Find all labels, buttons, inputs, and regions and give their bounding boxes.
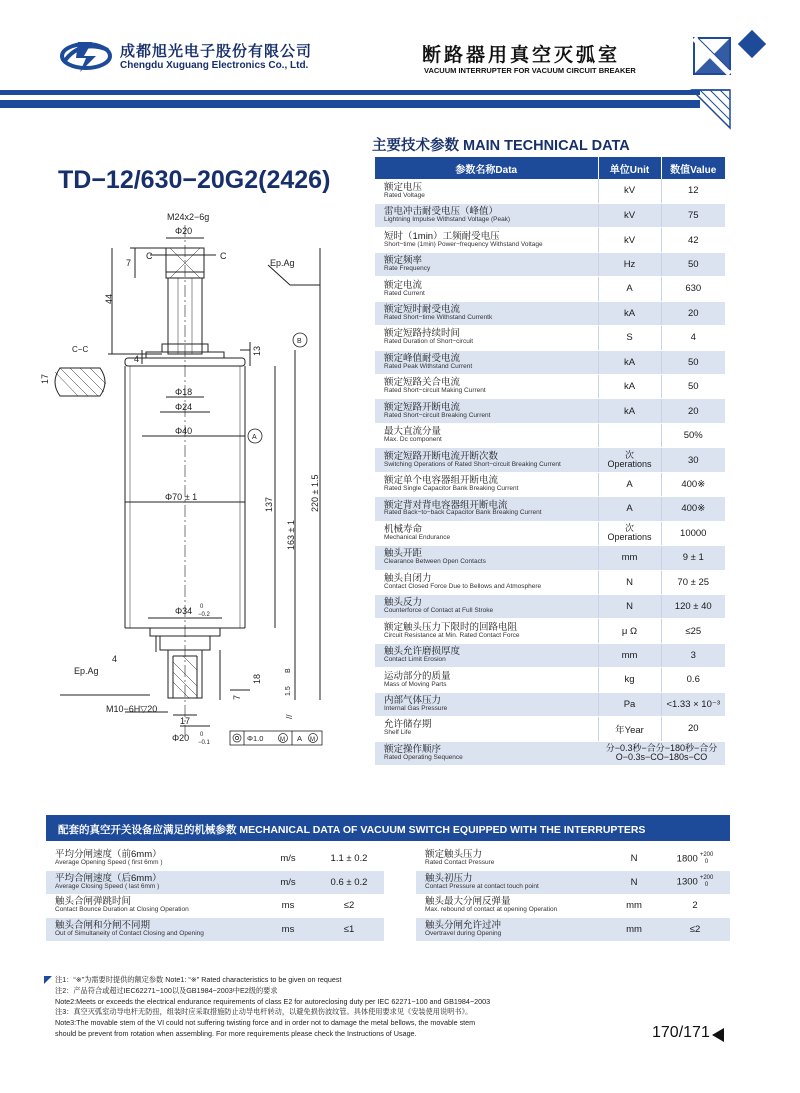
param-value <box>660 847 730 871</box>
param-en: Overtravel during Opening <box>425 929 502 937</box>
param-en: Rated Single Capacitor Bank Breaking Current <box>384 485 519 493</box>
section-c-right: C <box>220 251 227 261</box>
param-value: 10000 <box>661 521 725 545</box>
table-row <box>375 717 725 741</box>
param-cn: 允许储存期 <box>384 719 432 731</box>
param-en: Out of Simultaneity of Contact Closing and Opening <box>55 929 204 937</box>
param-unit: S <box>598 326 661 350</box>
param-cn: 触头合闸和分闸不同期 <box>55 919 151 931</box>
dim-phi40: Φ40 <box>175 426 193 436</box>
unit-line-1: 次 <box>624 522 634 533</box>
param-unit <box>598 448 661 472</box>
model-number: TD−12/630−20G2(2426) <box>58 166 331 194</box>
param-cn: 触头最大分闸反弹量 <box>425 896 511 908</box>
param-en: Rated Voltage <box>384 191 425 199</box>
param-value: 0.6 ± 0.2 <box>314 871 384 895</box>
param-en: Rated Short−time Withstand Currentk <box>384 313 493 321</box>
mech-table-left <box>46 847 384 941</box>
param-value: 12 <box>661 179 725 203</box>
param-en: Rated Current <box>384 289 425 297</box>
param-unit: A <box>598 277 661 301</box>
mech-data-title: 配套的真空开关设备应满足的机械参数 MECHANICAL DATA OF VACUUM SWITCH EQUIPPED WITH THE INTERRUPTERS <box>46 815 730 841</box>
param-cn: 额定触头压力 <box>425 849 483 861</box>
dim-phi34: Φ34 <box>175 606 193 616</box>
param-unit <box>598 521 661 545</box>
param-en: Average Closing Speed ( last 6mm ) <box>55 882 160 890</box>
param-en: Contact Closed Force Due to Bellows and Atmosphere <box>384 582 542 590</box>
param-unit: mm <box>608 918 660 942</box>
table-row <box>46 918 384 942</box>
table-row <box>416 847 730 871</box>
param-cn: 额定短时耐受电流 <box>384 304 461 316</box>
table-row <box>375 350 725 374</box>
param-en: Mechanical Endurance <box>384 533 451 541</box>
dim-phi20b-tol-top: 0 <box>200 732 204 738</box>
table-row <box>375 228 725 252</box>
company-name-cn: 成都旭光电子股份有限公司 <box>120 43 313 60</box>
param-en: Contact Bounce Duration at Closing Operation <box>55 906 189 914</box>
table-row <box>375 594 725 618</box>
table-row <box>46 894 384 918</box>
param-cn: 平均分闸速度（前6mm） <box>55 849 162 861</box>
param-en: Rated Operating Sequence <box>384 753 463 761</box>
param-cn: 额定短路开断电流开断次数 <box>384 450 499 462</box>
table-row <box>416 871 730 895</box>
section-cc-label: C−C <box>72 345 89 354</box>
param-unit: Pa <box>598 692 661 716</box>
dim-18: 18 <box>252 673 262 684</box>
param-cn: 触头开距 <box>384 548 423 560</box>
param-value: 3 <box>661 643 725 667</box>
param-value: 70 ± 25 <box>661 570 725 594</box>
param-en: Rated Peak Withstand Current <box>384 362 473 370</box>
dim-thread-top: M24x2−6g <box>167 212 210 222</box>
note-line: Note2:Meets or exceeds the electrical endurance requirements of class E2 for autoreclosing duty per IEC 62271−100 and GB1984−2003 <box>55 996 491 1006</box>
table-row <box>375 203 725 227</box>
param-unit: kA <box>598 399 661 423</box>
param-cn: 内部气体压力 <box>384 695 442 707</box>
param-en: Shelf Life <box>384 729 412 737</box>
param-unit: kg <box>598 668 661 692</box>
param-cn: 触头初压力 <box>425 872 473 884</box>
param-unit: kV <box>598 179 661 203</box>
value-line-2: O−0.3s−CO−180s−CO <box>615 752 708 763</box>
table-row <box>375 301 725 325</box>
param-unit: A <box>598 497 661 521</box>
table-header-row <box>375 157 725 179</box>
param-unit: m/s <box>262 871 314 895</box>
table-row <box>375 277 725 301</box>
table-row <box>375 692 725 716</box>
param-en: Contact Limit Erosion <box>384 656 446 664</box>
notes <box>55 975 655 1040</box>
param-value: 120 ± 40 <box>661 594 725 618</box>
note-line: 注1：“※”为需要时提供的额定参数 Note1: “※” Rated characteristics to be given on request <box>55 975 342 984</box>
param-cn: 触头自闭力 <box>384 572 432 584</box>
param-unit <box>598 423 661 447</box>
param-en: Max. Dc component <box>384 436 442 444</box>
dim-7: 7 <box>126 258 132 268</box>
tol-m2: M <box>310 737 315 743</box>
param-en: Circuit Resistance at Min. Rated Contact Force <box>384 631 520 639</box>
dim-phi34-tol-top: 0 <box>200 604 204 610</box>
table-row <box>375 643 725 667</box>
param-value <box>598 741 725 765</box>
param-en: Counterforce of Contact at Full Stroke <box>384 607 494 615</box>
param-value: 20 <box>661 717 725 741</box>
param-value: 50 <box>661 252 725 276</box>
dim-phi70: Φ70 ± 1 <box>165 492 198 502</box>
parallel-symbol: // <box>285 714 294 719</box>
param-value: 400※ <box>661 472 725 496</box>
value-main: 1800 <box>676 853 698 865</box>
param-value: 2 <box>660 894 730 918</box>
value-tol-minus: 0 <box>704 858 709 865</box>
value-tol-plus: +200 <box>699 875 714 882</box>
dim-220: 220 ± 1.5 <box>310 474 320 512</box>
param-en: Rated Short−circuit Making Current <box>384 387 486 395</box>
dim-17-bottom: 17 <box>180 716 191 726</box>
dim-phi24: Φ24 <box>175 402 193 412</box>
section-c-left: C <box>146 251 153 261</box>
param-en: Mass of Moving Parts <box>384 680 447 688</box>
dim-phi20b-tol-bottom: −0.1 <box>198 740 210 746</box>
column-header-unit: 单位Unit <box>598 157 661 179</box>
table-row <box>375 179 725 203</box>
ep-ag-bottom: Ep.Ag <box>74 666 99 676</box>
value-tol-plus: +200 <box>699 851 714 858</box>
param-value: ≤2 <box>314 894 384 918</box>
param-value: 400※ <box>661 497 725 521</box>
dim-phi34-tol-bottom: −0.2 <box>198 612 210 618</box>
param-value: 0.6 <box>661 668 725 692</box>
table-row <box>375 668 725 692</box>
document-title-cn: 断路器用真空灭弧室 <box>422 45 621 66</box>
param-en: Rated Duration of Short−circuit <box>384 338 474 346</box>
param-cn: 触头允许磨损厚度 <box>384 646 461 658</box>
param-en: Internal Gas Pressure <box>384 704 448 712</box>
param-unit: m/s <box>262 847 314 871</box>
note-line: Note3:The movable stem of the VI could not suffering twisting force and in order not to damage the metal bellows, the movable stem <box>55 1018 476 1028</box>
param-unit: mm <box>598 546 661 570</box>
param-unit: mm <box>598 643 661 667</box>
param-unit: N <box>598 570 661 594</box>
param-cn: 额定操作顺序 <box>384 743 442 755</box>
table-row <box>375 326 725 350</box>
table-row <box>375 741 725 765</box>
param-unit: 年Year <box>598 717 661 741</box>
param-value: 20 <box>661 399 725 423</box>
unit-line-2: Operations <box>607 459 652 470</box>
param-en: Short−time (1min) Power−frequency Withstand Voltage <box>384 240 543 248</box>
table-row <box>416 894 730 918</box>
param-unit: N <box>608 847 660 871</box>
note-line: should be prevent from rotation when assembling. For more requirements please check the Instructions of Usage. <box>55 1028 417 1038</box>
page-number: 170/171 <box>652 1024 710 1041</box>
tolerance-frame <box>230 731 322 745</box>
param-cn: 额定电压 <box>384 181 423 193</box>
param-unit: A <box>598 472 661 496</box>
dim-44: 44 <box>104 293 114 304</box>
table-row <box>375 546 725 570</box>
param-value: 50% <box>661 423 725 447</box>
param-value: 75 <box>661 203 725 227</box>
param-en: Contact Pressure at contact touch point <box>425 882 539 890</box>
param-en: Switching Operations of Rated Short−circuit Breaking Current <box>384 460 561 468</box>
param-unit: kA <box>598 301 661 325</box>
param-cn: 触头合闸弹跳时间 <box>55 896 132 908</box>
column-header-value: 数值Value <box>661 157 725 179</box>
param-cn: 额定单个电容器组开断电流 <box>384 475 499 487</box>
document-title-en: VACUUM INTERRUPTER FOR VACUUM CIRCUIT BREAKER <box>424 66 636 75</box>
table-row <box>375 423 725 447</box>
param-unit: ms <box>262 918 314 942</box>
table-row <box>375 448 725 472</box>
dim-17-section: 17 <box>40 373 50 384</box>
unit-line-1: 次 <box>624 449 634 460</box>
table-row <box>375 570 725 594</box>
param-unit: ms <box>262 894 314 918</box>
param-cn: 额定短路持续时间 <box>384 328 461 340</box>
param-value: 630 <box>661 277 725 301</box>
dim-4-bottom: 4 <box>112 654 118 664</box>
tol-ref-a: A <box>297 734 303 743</box>
table-row <box>375 252 725 276</box>
param-unit: kV <box>598 203 661 227</box>
dim-1-5: 1.5 <box>285 686 292 696</box>
param-en: Average Opening Speed ( first 6mm ) <box>55 859 163 867</box>
param-value <box>660 871 730 895</box>
table-row <box>375 619 725 643</box>
param-cn: 额定频率 <box>384 255 423 267</box>
value-tol-minus: 0 <box>704 882 709 889</box>
dim-137: 137 <box>264 496 274 512</box>
param-en: Max. rebound of contact at opening Operation <box>425 906 558 914</box>
param-en: Rated Contact Pressure <box>425 859 495 867</box>
param-unit: N <box>608 871 660 895</box>
table-row <box>375 399 725 423</box>
value-main: 1300 <box>676 876 698 888</box>
param-unit: μ Ω <box>598 619 661 643</box>
param-cn: 短时（1min）工频耐受电压 <box>384 230 500 242</box>
table-row <box>375 521 725 545</box>
company-name-en: Chengdu Xuguang Electronics Co., Ltd. <box>120 60 309 71</box>
unit-line-2: Operations <box>607 532 652 543</box>
param-value: 1.1 ± 0.2 <box>314 847 384 871</box>
param-cn: 运动部分的质量 <box>384 670 451 682</box>
dim-4-top: 4 <box>134 354 140 364</box>
decorative-diamonds-icon <box>690 28 780 158</box>
dim-163: 163 ± 1 <box>286 520 296 550</box>
dim-thread-bottom: M10−6H▽20 <box>106 704 158 714</box>
column-header-param: 参数名称Data <box>375 157 598 179</box>
param-en: Rated Short−circuit Breaking Current <box>384 411 491 419</box>
ep-ag-top: Ep.Ag <box>270 258 295 268</box>
param-en: Rate Frequency <box>384 265 431 273</box>
param-cn: 额定背对背电容器组开断电流 <box>384 499 508 511</box>
ref-b: B <box>297 338 302 345</box>
dim-phi18: Φ18 <box>175 387 193 397</box>
param-cn: 额定峰值耐受电流 <box>384 352 461 364</box>
param-value: 20 <box>661 301 725 325</box>
param-unit: kA <box>598 350 661 374</box>
param-value: 42 <box>661 228 725 252</box>
note-line: 注2：产品符合或超过IEC62271−100以及GB1984−2003中E2级的要求 <box>55 985 278 995</box>
dim-7-bottom: 7 <box>232 694 242 700</box>
param-cn: 额定触头压力下限时的回路电阻 <box>384 621 518 633</box>
tech-data-title: 主要技术参数 MAIN TECHNICAL DATA <box>372 138 630 154</box>
table-row <box>375 472 725 496</box>
param-cn: 触头反力 <box>384 597 423 609</box>
note-triangle-icon <box>44 976 52 984</box>
ref-b-box: B <box>285 668 292 673</box>
param-value: 30 <box>661 448 725 472</box>
page-header <box>0 0 800 120</box>
param-value: 50 <box>661 375 725 399</box>
param-value: <1.33 × 10⁻³ <box>661 692 725 716</box>
header-band <box>0 90 700 95</box>
tech-data-table <box>375 157 725 766</box>
param-unit: kV <box>598 228 661 252</box>
param-unit: mm <box>608 894 660 918</box>
dim-phi20-bottom: Φ20 <box>172 733 190 743</box>
table-row <box>46 847 384 871</box>
param-value: 9 ± 1 <box>661 546 725 570</box>
tol-value: Φ1.0 <box>247 734 264 743</box>
param-value: ≤25 <box>661 619 725 643</box>
param-en: Rated Back−to−back Capacitor Bank Breaking Current <box>384 509 542 517</box>
dim-13: 13 <box>252 345 262 356</box>
param-cn: 触头分闸允许过冲 <box>425 919 502 931</box>
param-cn: 额定短路关合电流 <box>384 377 461 389</box>
mech-table-right <box>416 847 730 941</box>
table-row <box>46 871 384 895</box>
param-en: Lightning Impulse Withstand Voltage (Peak) <box>384 216 511 224</box>
param-unit: N <box>598 594 661 618</box>
table-row <box>375 375 725 399</box>
param-cn: 额定电流 <box>384 279 423 291</box>
dim-phi20-top: Φ20 <box>175 226 193 236</box>
param-cn: 最大直流分量 <box>384 426 442 438</box>
param-value: ≤1 <box>314 918 384 942</box>
ref-a: A <box>252 434 257 441</box>
param-cn: 机械寿命 <box>384 523 423 535</box>
param-cn: 雷电冲击耐受电压（峰值） <box>384 206 499 218</box>
value-line-1: 分−0.3秒−合分−180秒−合分 <box>605 742 718 753</box>
param-value: 50 <box>661 350 725 374</box>
page-arrow-icon <box>712 1028 724 1042</box>
note-line: 注3：真空灭弧室动导电杆无防扭，组装时应采取措施防止动导电杆转动，以避免损伤波纹管。具体使用要求见《安装使用说明书》。 <box>55 1007 473 1017</box>
company-logo-icon <box>58 36 114 76</box>
tol-m1: M <box>280 737 285 743</box>
param-unit: Hz <box>598 252 661 276</box>
table-row <box>416 918 730 942</box>
param-value: ≤2 <box>660 918 730 942</box>
param-en: Clearance Between Open Contacts <box>384 558 486 566</box>
param-cn: 额定短路开断电流 <box>384 401 461 413</box>
table-row <box>375 497 725 521</box>
param-value: 4 <box>661 326 725 350</box>
technical-drawing <box>30 200 360 760</box>
param-cn: 平均合闸速度（后6mm） <box>55 872 162 884</box>
param-unit: kA <box>598 375 661 399</box>
header-band <box>0 100 700 108</box>
